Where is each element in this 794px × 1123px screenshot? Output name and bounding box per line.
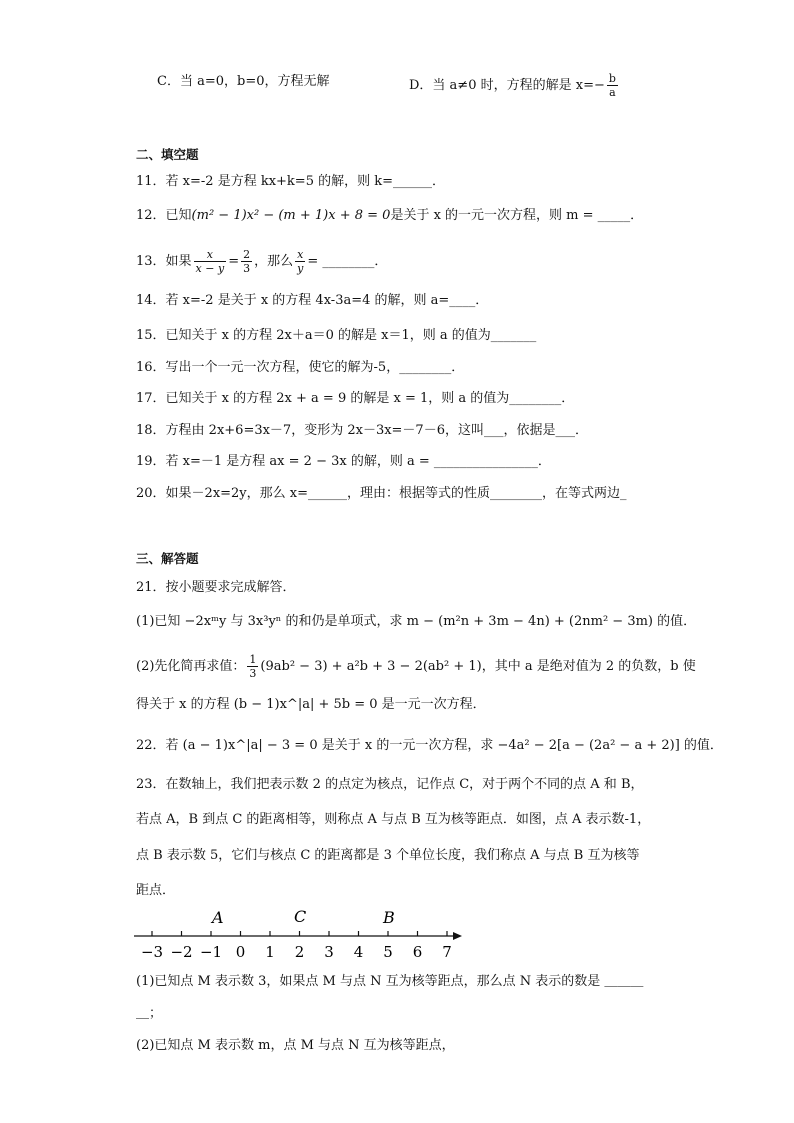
section-heading-solve: 三、解答题 [136,551,199,566]
fraction-x-over-y: $\frac{x}{y}$ [297,248,304,275]
question-23-sub-2: (2)已知点 M 表示数 m，点 M 与点 N 互为核等距点， [136,1038,455,1053]
point-label-c: C [294,907,307,926]
question-21-part-2-cont: 得关于 x 的方程 (b − 1)x^|a| + 5b = 0 是一元一次方程． [136,697,486,712]
q13-equals: = [228,254,240,269]
question-15: 15．已知关于 x 的方程 2x＋a＝0 的解是 x＝1，则 a 的值为_______ [136,328,537,343]
q12-post: 是关于 x 的一元一次方程，则 m = _____． [390,208,644,223]
question-19: 19．若 x=－1 是方程 ax = 2 − 3x 的解，则 a = ________________． [136,454,551,469]
fraction-x-over-x-minus-y: $\frac{x}{x - y}$ [195,248,225,275]
question-11: 11．若 x=-2 是方程 kx+k=5 的解，则 k=______． [136,174,446,189]
point-label-b: B [383,908,395,927]
question-23-sub-1: (1)已知点 M 表示数 3，如果点 M 与点 N 互为核等距点，那么点 N 表示的数是 ＿＿＿ [136,974,644,989]
tick-label: −1 [199,943,223,961]
question-21-part-1: (1)已知 −2xᵐy 与 3x³yⁿ 的和仍是单项式，求 m − (m²n + 3m − 4n) + (2nm² − 3m) 的值． [136,614,697,629]
tick-label: 1 [265,943,275,961]
tick-label: 6 [412,943,423,961]
question-23-line-2: 若点 A，B 到点 C 的距离相等，则称点 A 与点 B 互为核等距点．如图，点 A 表示数-1， [136,812,651,827]
tick-label: 5 [383,943,393,961]
tick-label: 4 [353,943,364,961]
fraction-2-over-3: $\frac{2}{3}$ [243,248,251,275]
question-17: 17．已知关于 x 的方程 2x + a = 9 的解是 x = 1，则 a 的值为________． [136,391,575,406]
q13-mid: ，那么 [254,254,294,269]
question-21-part-2 [136,653,696,680]
fraction-1-over-3: $\frac{1}{3}$ [249,653,257,680]
question-16: 16．写出一个一元一次方程，使它的解为-5，________． [136,360,465,375]
q13-pre: 13．如果 [136,254,192,269]
number-line-arrow [453,932,462,940]
question-12 [136,206,643,226]
section-heading-fill: 二、填空题 [136,147,199,162]
question-18: 18．方程由 2x+6=3x－7，变形为 2x－3x=－7－6，这叫___，依据是___． [136,423,588,438]
question-21-intro: 21．按小题要求完成解答． [136,580,296,595]
question-22: 22．若 (a − 1)x^|a| − 3 = 0 是关于 x 的一元一次方程，求 −4a² − 2[a − (2a² − a + 2)] 的值． [136,738,723,753]
question-23-sub-1-cont: ＿； [136,1006,163,1021]
tick-label: 7 [442,943,452,961]
point-label-a: A [212,908,224,927]
number-line [130,905,470,967]
tick-label: −3 [140,943,164,961]
q12-pre: 12．已知 [136,208,192,223]
question-23-line-1: 23．在数轴上，我们把表示数 2 的点定为核点，记作点 C，对于两个不同的点 A 和 B， [136,777,644,792]
fraction-b-over-a: $\frac{b}{a}$ [608,72,616,99]
question-23-line-3: 点 B 表示数 5，它们与核点 C 的距离都是 3 个单位长度，我们称点 A 与点 B 互为核等 [136,848,640,863]
q21-p2-post: (9ab² − 3) + a²b + 3 − 2(ab² + 1)，其中 a 是绝对值为 2 的负数，b 使 [260,659,696,674]
q21-p2-pre: (2)先化简再求值： [136,659,246,674]
option-c: C．当 a=0，b=0，方程无解 [157,74,330,89]
question-23-line-4: 距点． [136,883,176,898]
option-d-text: D．当 a≠0 时，方程的解是 x=− [409,78,605,93]
tick-label: 0 [235,943,246,961]
tick-label: 2 [294,943,305,961]
question-13 [136,248,387,275]
question-14: 14．若 x=-2 是关于 x 的方程 4x-3a=4 的解，则 a=____． [136,293,489,308]
option-d [409,72,620,99]
tick-label: −2 [170,943,193,961]
q12-equation: (m² − 1)x² − (m + 1)x + 8 = 0 [191,208,391,223]
tick-label: 3 [324,943,334,961]
q13-post: = ________． [307,254,388,269]
question-20: 20．如果－2x=2y，那么 x=______，理由：根据等式的性质________，在等式两边_ [136,486,627,501]
